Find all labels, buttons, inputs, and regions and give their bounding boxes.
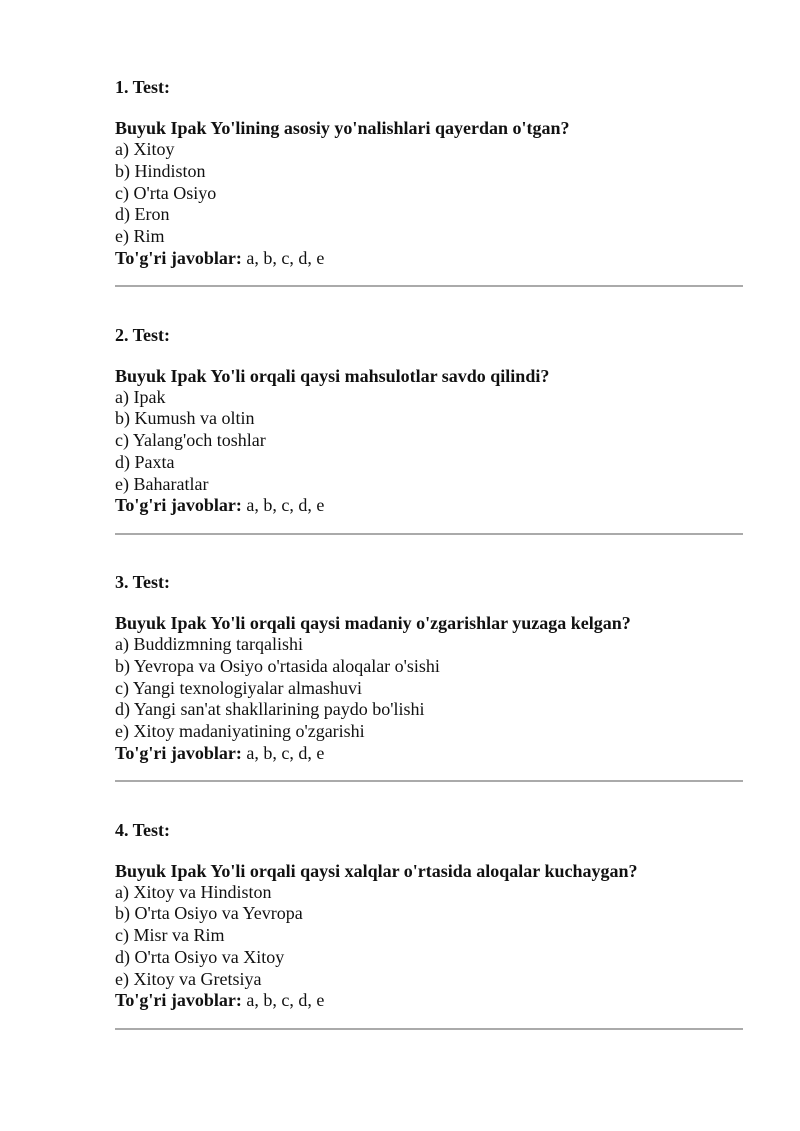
correct-answers-value: a, b, c, d, e bbox=[241, 742, 325, 763]
correct-answers-label: To'g'ri javoblar: bbox=[115, 742, 242, 763]
answer-option: b) Yevropa va Osiyo o'rtasida aloqalar o'sishi bbox=[115, 655, 440, 676]
answer-option: d) O'rta Osiyo va Xitoy bbox=[115, 946, 285, 967]
test-block bbox=[115, 324, 743, 572]
answer-option: b) O'rta Osiyo va Yevropa bbox=[115, 903, 303, 924]
test-block bbox=[115, 571, 743, 819]
answer-option: c) O'rta Osiyo bbox=[115, 182, 217, 203]
correct-answers-value: a, b, c, d, e bbox=[241, 247, 325, 268]
answer-option: a) Buddizmning tarqalishi bbox=[115, 634, 303, 654]
answer-option: d) Yangi san'at shakllarining paydo bo'lishi bbox=[115, 699, 425, 720]
correct-answers-label: To'g'ri javoblar: bbox=[115, 495, 242, 516]
answer-option: a) Xitoy bbox=[115, 139, 175, 159]
test-title: 1. Test: bbox=[115, 77, 171, 97]
answer-option: a) Xitoy va Hindiston bbox=[115, 881, 272, 902]
correct-answers bbox=[115, 990, 743, 1012]
answer-option: e) Rim bbox=[115, 226, 165, 247]
correct-answers bbox=[115, 495, 743, 517]
test-title: 2. Test: bbox=[115, 324, 171, 345]
answer-option: a) Ipak bbox=[115, 386, 166, 407]
question-text: Buyuk Ipak Yo'li orqali qaysi mahsulotlar savdo qilindi? bbox=[115, 365, 550, 386]
test-title: 4. Test: bbox=[115, 819, 171, 840]
divider bbox=[115, 285, 743, 287]
test-block bbox=[115, 76, 743, 324]
correct-answers bbox=[115, 248, 743, 270]
test-title: 3. Test: bbox=[115, 572, 171, 592]
answer-option: b) Kumush va oltin bbox=[115, 408, 255, 429]
answer-option: c) Yalang'och toshlar bbox=[115, 430, 266, 451]
correct-answers-value: a, b, c, d, e bbox=[241, 495, 325, 516]
test-block bbox=[115, 819, 743, 1067]
answer-option: c) Yangi texnologiyalar almashuvi bbox=[115, 677, 362, 698]
correct-answers-value: a, b, c, d, e bbox=[241, 990, 325, 1011]
answer-option: b) Hindiston bbox=[115, 160, 206, 181]
answer-option: d) Eron bbox=[115, 204, 170, 225]
correct-answers-label: To'g'ri javoblar: bbox=[115, 990, 242, 1011]
answer-option: e) Xitoy va Gretsiya bbox=[115, 968, 262, 989]
correct-answers bbox=[115, 743, 743, 765]
question-text: Buyuk Ipak Yo'li orqali qaysi xalqlar o'rtasida aloqalar kuchaygan? bbox=[115, 860, 638, 881]
question-text: Buyuk Ipak Yo'li orqali qaysi madaniy o'zgarishlar yuzaga kelgan? bbox=[115, 613, 631, 633]
divider bbox=[115, 1028, 743, 1030]
answer-option: e) Baharatlar bbox=[115, 473, 209, 494]
answer-option: e) Xitoy madaniyatining o'zgarishi bbox=[115, 721, 365, 742]
correct-answers-label: To'g'ri javoblar: bbox=[115, 247, 242, 268]
divider bbox=[115, 533, 743, 535]
document-page bbox=[115, 76, 743, 1066]
question-text: Buyuk Ipak Yo'lining asosiy yo'nalishlari qayerdan o'tgan? bbox=[115, 118, 570, 138]
divider bbox=[115, 780, 743, 782]
answer-option: d) Paxta bbox=[115, 451, 175, 472]
answer-option: c) Misr va Rim bbox=[115, 925, 225, 946]
